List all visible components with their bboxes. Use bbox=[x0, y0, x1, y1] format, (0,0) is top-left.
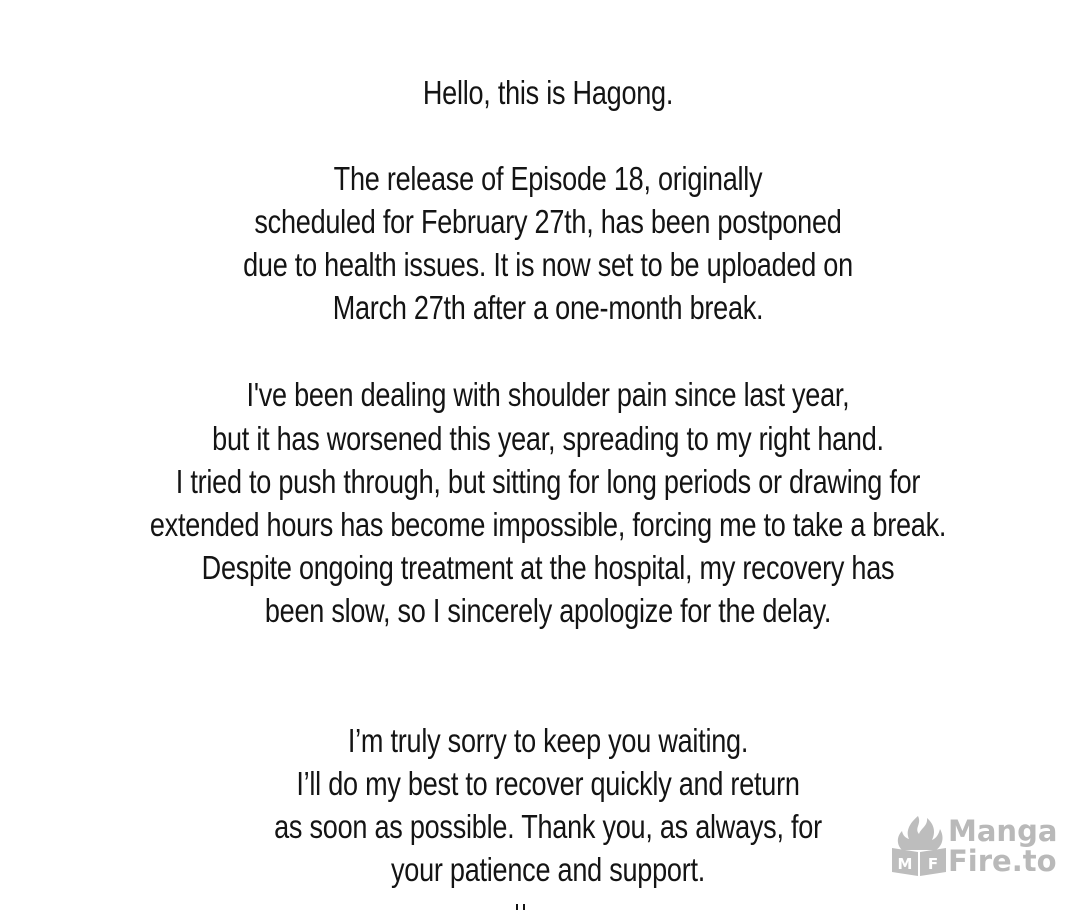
greeting-line: Hello, this is Hagong. bbox=[422, 74, 674, 111]
notice-line: been slow, so I sincerely apologize for the delay. bbox=[264, 592, 832, 629]
notice-line: Despite ongoing treatment at the hospital, my recovery has bbox=[201, 549, 895, 586]
notice-line: March 27th after a one-month break. bbox=[332, 289, 764, 326]
watermark-line-1: Manga bbox=[948, 814, 1058, 848]
notice-line: due to health issues. It is now set to be uploaded on bbox=[243, 246, 853, 283]
svg-text:M: M bbox=[897, 855, 913, 873]
closing-line: I’ll do my best to recover quickly and return bbox=[296, 765, 800, 802]
closing-line: your patience and support. bbox=[390, 851, 706, 888]
notice-line: scheduled for February 27th, has been postponed bbox=[254, 203, 842, 240]
notice-line: I tried to push through, but sitting for long periods or drawing for bbox=[175, 463, 921, 500]
watermark-line-2: Fire.to bbox=[948, 844, 1057, 878]
svg-text:F: F bbox=[927, 855, 939, 873]
closing-line: as soon as possible. Thank you, as always, for bbox=[274, 808, 822, 845]
notice-line: but it has worsened this year, spreading to my right hand. bbox=[212, 420, 884, 457]
flame-book-logo-icon bbox=[888, 812, 950, 878]
mangafire-watermark bbox=[888, 812, 1063, 878]
notice-line: I've been dealing with shoulder pain since last year, bbox=[246, 376, 850, 413]
notice-line: The release of Episode 18, originally bbox=[333, 160, 763, 197]
notice-line: extended hours has become impossible, forcing me to take a break. bbox=[149, 506, 947, 543]
closing-line: I’m truly sorry to keep you waiting. bbox=[347, 722, 749, 759]
cut-off-text-fragment bbox=[514, 902, 528, 910]
